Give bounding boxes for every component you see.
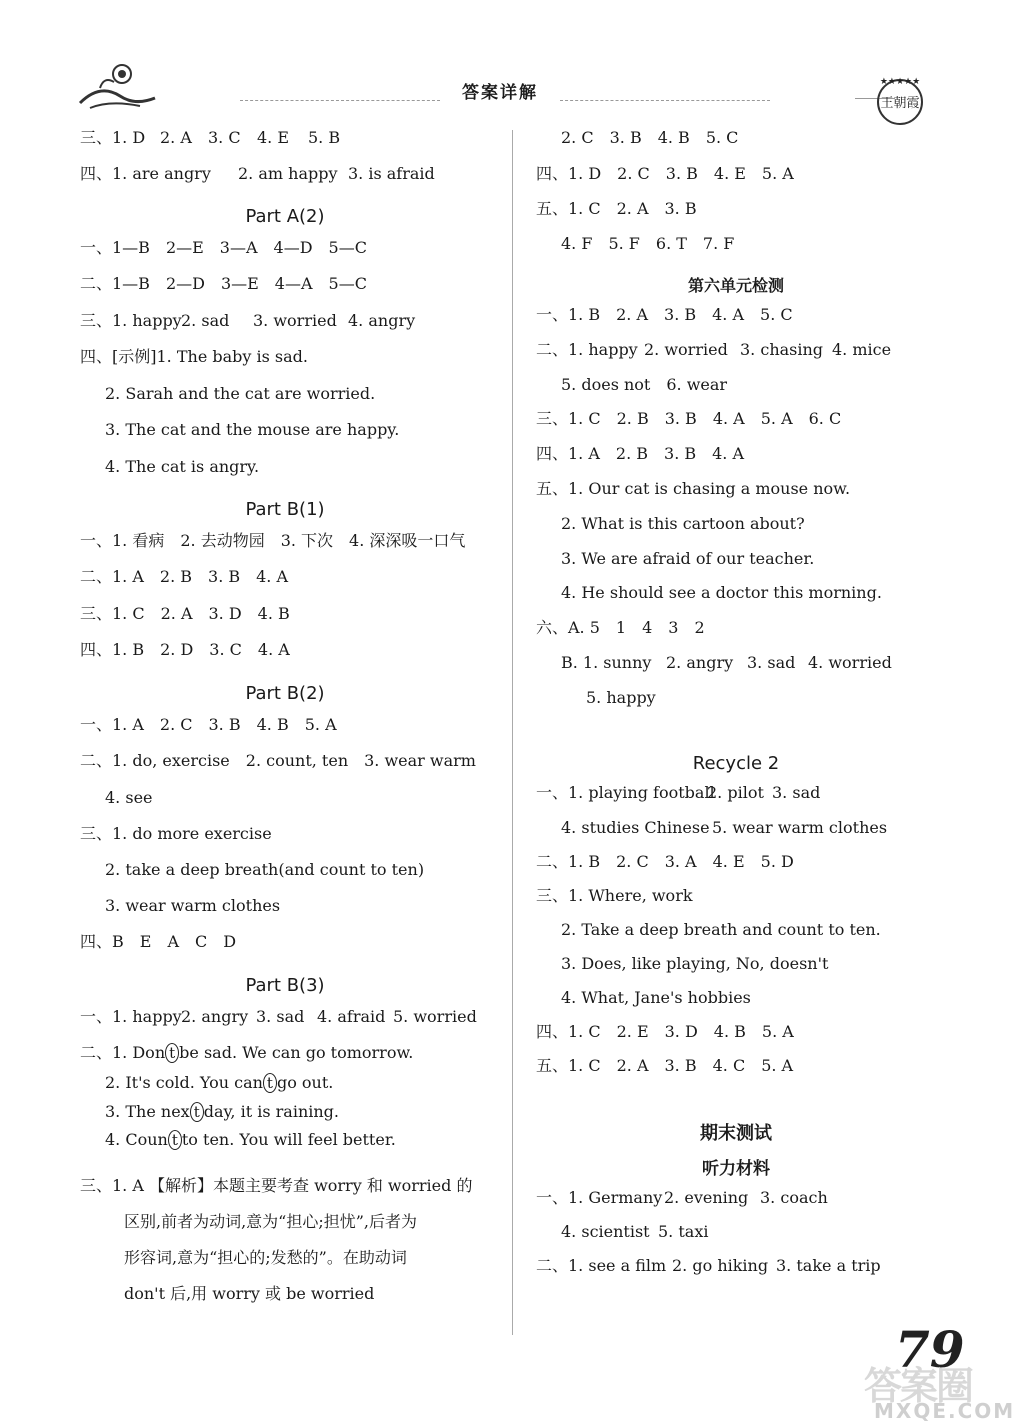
circled-letter: t	[168, 1130, 182, 1150]
answer-line: 2. Take a deep breath and count to ten.	[561, 920, 881, 939]
section-heading: Part B(2)	[245, 683, 325, 704]
answer-line: 三、1. C 2. B 3. B 4. A 5. A 6. C	[536, 409, 842, 428]
explanation-text: don't 后,用 worry 或 be worried	[124, 1284, 375, 1303]
answer-line: B. 1. sunny 2. angry 3. sad 4. worried	[561, 653, 892, 672]
answer-line: 三、1. happy 2. sad 3. worried 4. angry	[80, 311, 416, 330]
answer-line: 一、1. B 2. A 3. B 4. A 5. C	[536, 305, 793, 324]
explanation-text: 形容词,意为“担心的;发愁的”。在助动词	[124, 1248, 407, 1267]
brand-seal-text: 王朝霞	[880, 96, 920, 111]
answer-line: 4. studies Chinese 5. wear warm clothes	[561, 818, 888, 837]
watermark-url: MXQE.COM	[874, 1399, 1015, 1423]
answer-line: 2. What is this cartoon about?	[561, 514, 805, 533]
left-column	[80, 126, 490, 1312]
answer-line: 二、1—B 2—D 3—E 4—A 5—C	[80, 274, 367, 293]
right-column	[536, 126, 936, 1288]
circled-letter: t	[263, 1073, 277, 1093]
answer-line: 3. Does, like playing, No, doesn't	[561, 954, 829, 973]
page-number: 79	[895, 1320, 965, 1379]
answer-line: 五、1. C 2. A 3. B 4. C 5. A	[536, 1056, 794, 1075]
page-header	[0, 0, 1000, 120]
answer-line: 3. wear warm clothes	[105, 896, 281, 915]
answer-line: 一、1. playing football 2. pilot 3. sad	[536, 783, 821, 802]
answer-line: 2. Sarah and the cat are worried.	[105, 384, 376, 403]
answer-line: 三、1. Where, work	[536, 886, 693, 905]
answer-line: 三、1. D 2. A 3. C 4. E 5. B	[80, 128, 341, 147]
answer-line: 四、1. C 2. E 3. D 4. B 5. A	[536, 1022, 794, 1041]
header-title: 答案详解	[462, 83, 538, 103]
circled-letter: t	[165, 1043, 179, 1063]
answer-line: 3. The cat and the mouse are happy.	[105, 420, 400, 439]
answer-line: 3. We are afraid of our teacher.	[561, 549, 815, 568]
answer-line: 五、1. Our cat is chasing a mouse now.	[536, 479, 851, 498]
answer-line: 4. Coun t to ten. You will feel better.	[105, 1130, 396, 1149]
explanation-text: 三、1. A 【解析】本题主要考查 worry 和 worried 的	[80, 1176, 473, 1195]
section-heading: Recycle 2	[692, 753, 780, 774]
answer-line: 一、1—B 2—E 3—A 4—D 5—C	[80, 238, 367, 257]
header-rule-right	[560, 100, 770, 101]
answer-line: 4. scientist 5. taxi	[561, 1222, 709, 1241]
answer-line: 三、1. do more exercise	[80, 824, 272, 843]
answer-line: 二、1. happy 2. worried 3. chasing 4. mice	[536, 340, 892, 359]
brand-seal-icon	[860, 76, 940, 126]
answer-line: 2. It's cold. You can t go out.	[105, 1073, 334, 1092]
answer-line: 二、1. do, exercise 2. count, ten 3. wear warm	[80, 751, 476, 770]
section-heading: 期末测试	[700, 1123, 772, 1144]
answer-line: 4. see	[105, 788, 153, 807]
answer-line: 2. C 3. B 4. B 5. C	[561, 128, 739, 147]
answer-line: 二、1. Don t be sad. We can go tomorrow.	[80, 1043, 414, 1062]
answer-line: 3. The nex t day, it is raining.	[105, 1102, 339, 1121]
watermark-text: 答案圈	[864, 1364, 973, 1408]
answer-line: 二、1. A 2. B 3. B 4. A	[80, 567, 289, 586]
section-heading: 第六单元检测	[687, 276, 784, 295]
answer-line: 5. does not 6. wear	[561, 375, 728, 394]
section-heading: 听力材料	[702, 1159, 770, 1179]
answer-line: 4. F 5. F 6. T 7. F	[561, 234, 735, 253]
answer-line: 2. take a deep breath(and count to ten)	[105, 860, 425, 879]
answer-line: 四、1. A 2. B 3. B 4. A	[536, 444, 745, 463]
answer-line: 二、1. see a film 2. go hiking 3. take a trip	[536, 1256, 881, 1275]
answer-line: 5. happy	[586, 688, 656, 707]
watermark	[860, 1355, 1015, 1425]
answer-line: 四、B E A C D	[80, 932, 237, 951]
answer-line: 一、1. happy 2. angry 3. sad 4. afraid 5. worried	[80, 1007, 477, 1026]
explanation-block	[80, 1168, 490, 1312]
circled-letter: t	[190, 1102, 204, 1122]
answer-line: 四、[示例]1. The baby is sad.	[80, 347, 309, 366]
answer-line: 五、1. C 2. A 3. B	[536, 199, 697, 218]
answer-line: 四、1. B 2. D 3. C 4. A	[80, 640, 290, 659]
answer-line: 一、1. 看病 2. 去动物园 3. 下次 4. 深深吸一口气	[80, 531, 466, 550]
answer-line: 4. What, Jane's hobbies	[561, 988, 751, 1007]
answer-line: 二、1. B 2. C 3. A 4. E 5. D	[536, 852, 794, 871]
svg-text:★★★★★: ★★★★★	[879, 77, 921, 87]
answer-line: 4. The cat is angry.	[105, 457, 260, 476]
answer-line: 四、1. are angry 2. am happy 3. is afraid	[80, 164, 435, 183]
answer-line: 六、A. 5 1 4 3 2	[536, 618, 705, 637]
answer-line: 4. He should see a doctor this morning.	[561, 583, 882, 602]
column-divider	[512, 130, 513, 1335]
answer-line: 一、1. A 2. C 3. B 4. B 5. A	[80, 715, 337, 734]
section-heading: Part A(2)	[245, 206, 325, 227]
answer-line: 三、1. C 2. A 3. D 4. B	[80, 604, 290, 623]
answer-line: 四、1. D 2. C 3. B 4. E 5. A	[536, 164, 794, 183]
section-heading: Part B(1)	[245, 499, 325, 520]
answer-line: 一、1. Germany 2. evening 3. coach	[536, 1188, 828, 1207]
section-heading: Part B(3)	[245, 975, 325, 996]
explanation-text: 区别,前者为动词,意为“担心;担忧”,后者为	[124, 1212, 418, 1231]
